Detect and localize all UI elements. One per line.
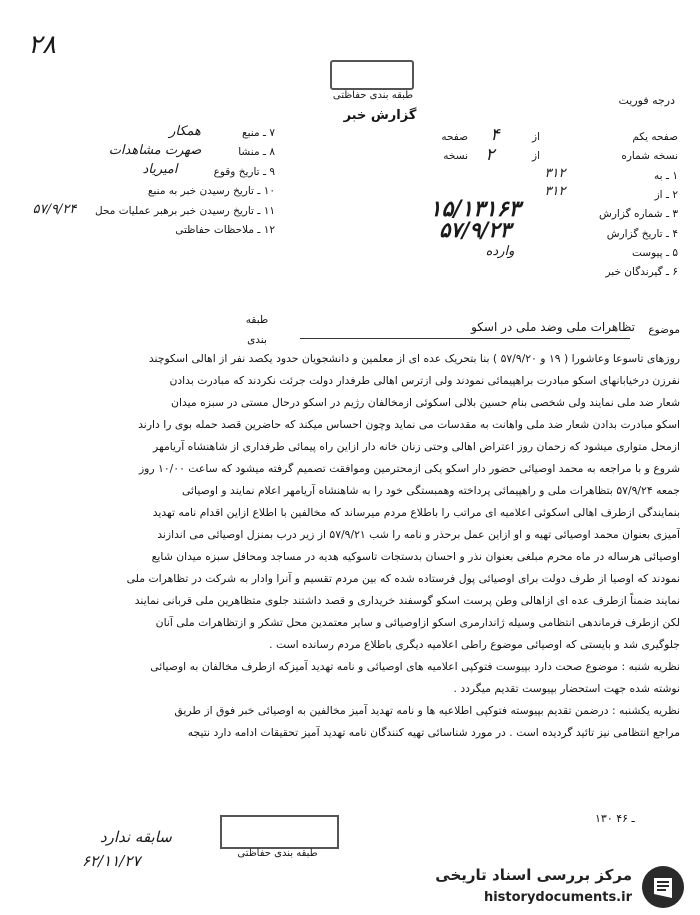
archive-url: historydocuments.ir	[483, 890, 632, 905]
field-attachment-label: ۵ ـ پیوست	[631, 247, 678, 259]
body-line: بنمایندگی ازطرف اهالی اسکوئی اعلامیه ای مراتب را باطلاع مردم میرساند که مخالفین با اطلاع ازاین اقدام نامه تهدید	[152, 506, 680, 519]
bottom-classification-stamp	[220, 815, 339, 849]
subject-label: موضوع	[648, 324, 680, 336]
field-copy-label: نسخه شماره	[621, 150, 678, 162]
report-title: گزارش خبر	[343, 108, 417, 123]
class-note-2: بندی	[247, 334, 267, 346]
field-report-number-label: ۳ ـ شماره گزارش	[599, 208, 678, 220]
field-origin-value: صهرت مشاهدات	[108, 143, 202, 158]
field-to-label: ۱ ـ به	[654, 170, 678, 182]
body-line: نمودند که اوصیا از طرف دولت برای اوصیائی پول فرستاده شده که بین مردم تقسیم و آنرا وادار به شرکت در تظاهرات ملی	[126, 572, 680, 585]
body-line: نظریه شنبه : موضوع صحت دارد بپیوست فتوکپی اعلامیه های اوصیائی و نامه تهدید آمیزکه ازطرف مخالفان به اوصیائی	[150, 660, 680, 673]
subject-value: تظاهرات ملی وضد ملی در اسکو	[471, 320, 635, 334]
field-received-source-label: ۱۰ ـ تاریخ رسیدن خبر به منبع	[147, 185, 275, 197]
body-line: اسکو مبادرت بدادن شعار ضد ملی واهانت به مقدسات می نماید وچون احساس میکند که حاضرین قصد حمله بوی را دارند	[138, 418, 680, 431]
field-origin-label: ۸ ـ منشا	[238, 146, 275, 158]
body-line: نوشته شده جهت استحضار بپیوست تقدیم میگردد .	[453, 682, 680, 695]
field-report-date-value: ۵۷/۹/۲۳	[439, 217, 511, 242]
field-page-suffix: صفحه	[441, 131, 468, 143]
priority-label: درجه فوریت	[618, 94, 675, 107]
body-line: نمایند ضمناً ازطرف عده ای ازاهالی وطن پرست اسکو گوسفند خریداری و قصد داشتند جلوی متظاهرین ملی قربانی نمایند	[134, 594, 680, 607]
field-attachment-value: وارده	[485, 244, 515, 259]
body-line: جلوگیری شد و بایستی که اوصیائی موضوع راطی اعلامیه دیگری باطلاع مردم رسانده است .	[269, 638, 680, 651]
field-occurrence-date-value: امیریاد	[142, 162, 178, 177]
class-note-1: طبقه	[245, 314, 269, 326]
body-line: اوصیائی هرساله در ماه محرم مبلغی بعنوان نذر و احسان بدستجات تاسوکیه هدیه در مساجد ومحافل سبزه میدان شایع	[151, 550, 680, 563]
body-line: لکن ازطرف فرماندهی انتظامی وسیله ژاندارمری اسکو ازاوصیائی و سایر معتمدین محل تشکر و ازتظاهرات ملی آنان	[155, 616, 680, 629]
body-line: شروع و با مراجعه به محمد اوصیائی حضور دار اسکو یکی ازمحترمین وموافقت تصمیم گرفته میشود که ساعت ۱۰/۰۰ روز	[138, 462, 680, 475]
handwritten-note: سابقه ندارد	[100, 828, 172, 846]
bottom-stamp-label: طبقه بندی حفاظتی	[237, 848, 318, 859]
field-page-label: صفحه یکم	[632, 131, 678, 143]
field-copy-value: ۲	[485, 145, 495, 165]
field-copy-of: از	[532, 150, 540, 162]
archive-name: مرکز بررسی اسناد تاریخی	[435, 866, 632, 884]
top-classification-stamp	[330, 60, 414, 90]
handwritten-date: ۶۲/۱۱/۲۷	[82, 852, 141, 870]
field-received-ops-label: ۱۱ ـ تاریخ رسیدن خبر برهبر عملیات محل	[95, 205, 275, 217]
document-code: ۱۳۰ ـ ۴۶	[595, 812, 635, 825]
field-to-value: ۳۱۲	[544, 166, 566, 181]
body-line: جمعه ۵۷/۹/۲۴ بتظاهرات ملی و راهپیمائی پرداخته وهمبستگی خود را به شاهنشاه آریامهر اعلام نمایند و اوصیائی	[182, 484, 680, 497]
field-security-notes-label: ۱۲ ـ ملاحظات حفاظتی	[175, 224, 275, 236]
subject-underline	[300, 338, 630, 339]
archive-logo-icon	[640, 864, 686, 910]
field-from-value: ۳۱۲	[544, 184, 566, 199]
body-line: شعار ضد ملی نمایند ولی شخصی بنام حسین بلالی اسکوئی ازمخالفان رژیم در اسکو درحال مستی در سبزه میدان	[171, 396, 680, 409]
body-line: نفرزن درخیابانهای اسکو مبادرت براهپیمائی نمودند ولی ازترس اهالی طرفدار دولت جرئت نکردند که مبادرت بدادن	[169, 374, 680, 387]
archive-watermark	[420, 862, 690, 912]
report-body	[45, 348, 680, 744]
body-line: نظریه یکشنبه : درضمن تقدیم بپیوسته فتوکپی اطلاعیه ها و نامه تهدید آمیز مخالفین به اوصیائی خبر فوق از طریق	[174, 704, 680, 717]
field-report-number-value: ۱۵/۱۳۱۶۳	[429, 196, 521, 222]
field-occurrence-date-label: ۹ ـ تاریخ وقوع	[213, 166, 275, 178]
field-recipients-label: ۶ ـ گیرندگان خبر	[605, 266, 678, 278]
corner-scribble: ۲۸	[28, 30, 56, 60]
field-source-value: همکار	[169, 124, 201, 139]
field-page-value: ۴	[490, 125, 500, 145]
field-copy-suffix: نسخه	[443, 150, 468, 162]
body-line: ازمحل متواری میشود که زحمان روز اعتراض اهالی وحتی زنان خانه دار ازاین راه پیمائی طرفداری از شاهنشاه آریامهر	[153, 440, 680, 453]
body-line: آمیزی بعنوان محمد اوصیائی تهیه و او ازاین عمل برحذر و نامه را شب ۵۷/۹/۲۱ از زیر درب بمنزل اوصیائی می اندازند	[157, 528, 680, 541]
body-line: روزهای تاسوعا وعاشورا ( ۱۹ و ۵۷/۹/۲۰ ) بنا بتحریک عده ای از معلمین و دانشجویان حدود یکصد نفر از اهالی اسکوچند	[148, 352, 680, 365]
field-report-date-label: ۴ ـ تاریخ گزارش	[606, 228, 678, 240]
field-page-of: از	[532, 131, 540, 143]
top-stamp-label: طبقه بندی حفاظتی	[332, 90, 414, 101]
field-received-ops-value: ۵۷/۹/۲۴	[32, 202, 77, 217]
field-from-label: ۲ ـ از	[654, 189, 678, 201]
body-line: مراجع انتظامی نیز تائید گردیده است . در مورد شناسائی تهیه کنندگان نامه تهدید آمیز تحقیقات ادامه دارد نتیجه	[187, 726, 680, 739]
field-source-label: ۷ ـ منبع	[242, 127, 275, 139]
